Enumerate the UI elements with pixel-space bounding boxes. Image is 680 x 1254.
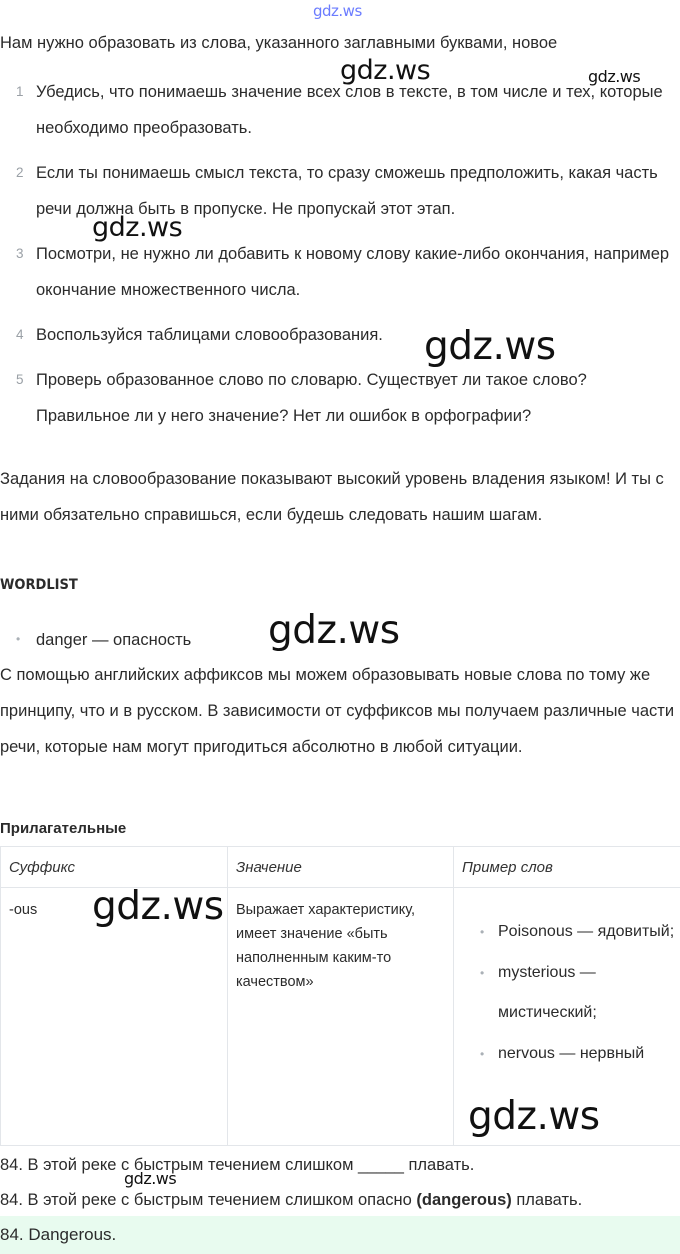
example-item: • nervous — нервный [476, 1034, 676, 1074]
table-header-row [1, 847, 680, 888]
watermark: gdz.ws [468, 1094, 600, 1139]
table-row [1, 888, 680, 1146]
bullet-icon: • [16, 632, 21, 646]
step-text: Если ты понимаешь смысл текста, то сразу сможешь предположить, какая часть речи должна быть в пропуске. Не пропускай этот этап. [36, 164, 658, 218]
examples-cell [454, 888, 680, 1146]
suffix-value: -ous [9, 902, 38, 918]
task-answer [0, 1191, 582, 1210]
intro-text: Нам нужно образовать из слова, указанного заглавными буквами, новое [0, 34, 558, 52]
table-header [454, 847, 680, 888]
watermark: gdz.ws [92, 212, 183, 243]
table-header [228, 847, 454, 888]
wordlist-item: danger — опасность [36, 631, 192, 649]
final-answer: 84. Dangerous. [0, 1225, 117, 1244]
table-header-label: Значение [236, 859, 302, 876]
step-text: Проверь образованное слово по словарю. Существует ли такое слово? Правильное ли у него значение? Нет ли ошибок в орфографии? [36, 371, 587, 425]
watermark: gdz.ws [268, 608, 400, 653]
meaning-value: Выражает характеристику, имеет значение «быть наполненным каким-то качеством» [236, 902, 416, 990]
step-number: 3 [16, 246, 24, 261]
summary-text: Задания на словообразование показывают высокий уровень владения языком! И ты с ними обязательно справишься, если будешь следовать нашим шагам. [0, 470, 664, 524]
step-number: 1 [16, 84, 24, 99]
final-answer-bar [0, 1216, 680, 1254]
answer-text: 84. В этой реке с быстрым течением слишком опасно [0, 1191, 417, 1209]
step-text: Воспользуйся таблицами словообразования. [36, 326, 383, 344]
table-header-label: Суффикс [9, 859, 75, 876]
answer-text-end: плавать. [511, 1191, 583, 1209]
task-question: 84. В этой реке с быстрым течением слишком _____ плавать. [0, 1156, 475, 1174]
step-number: 5 [16, 372, 24, 387]
watermark: gdz.ws [340, 55, 431, 86]
watermark: gdz.ws [92, 884, 224, 929]
wordlist-heading: WORDLIST [0, 577, 78, 593]
watermark: gdz.ws [313, 2, 362, 20]
table-header [1, 847, 228, 888]
watermark: gdz.ws [424, 324, 556, 369]
meaning-cell [228, 888, 454, 1146]
answer-keyword: (dangerous) [416, 1191, 512, 1209]
example-item: • mysterious — мистический; [476, 953, 676, 1033]
table-title: Прилагательные [0, 820, 127, 837]
watermark: gdz.ws [588, 67, 641, 86]
step-text: Посмотри, не нужно ли добавить к новому слову какие-либо окончания, например окончание множественного числа. [36, 245, 670, 299]
step-number: 4 [16, 327, 24, 342]
suffix-cell [1, 888, 228, 1146]
affix-text: С помощью английских аффиксов мы можем образовывать новые слова по тому же принципу, что и в русском. В зависимости от суффиксов мы получаем различные части речи, которые нам могут пригодиться абсолютно в любой ситуации. [0, 666, 675, 756]
suffix-table [0, 846, 680, 1146]
example-item: • Poisonous — ядовитый; [476, 912, 676, 952]
step-number: 2 [16, 165, 24, 180]
table-header-label: Пример слов [462, 859, 553, 876]
watermark: gdz.ws [124, 1169, 177, 1188]
step-text: Убедись, что понимаешь значение всех слов в тексте, в том числе и тех, которые необходимо преобразовать. [36, 83, 663, 137]
